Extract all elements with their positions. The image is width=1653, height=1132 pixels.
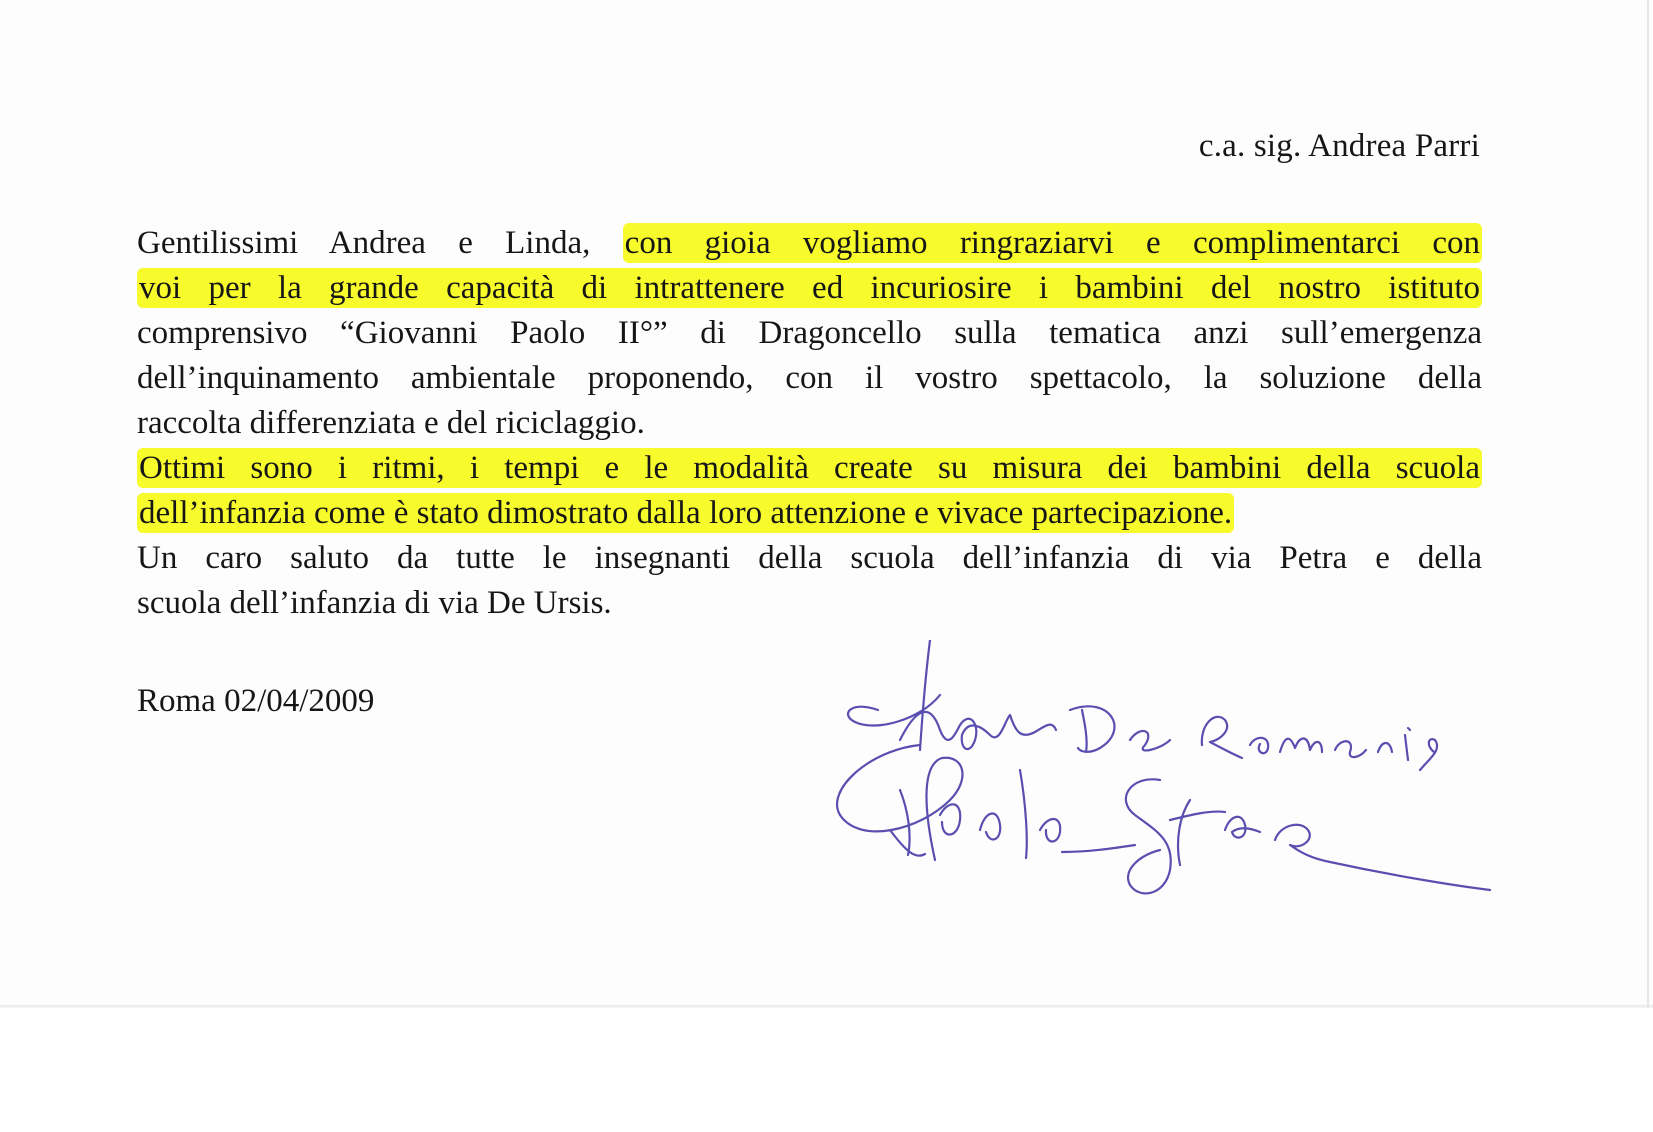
body-line-8: Un caro saluto da tutte le insegnanti della scuola dell’infanzia di via Petra e della xyxy=(137,540,1482,576)
paper-bottom-edge xyxy=(0,1005,1653,1008)
paper-right-edge xyxy=(1647,0,1649,1008)
body-line-6 xyxy=(137,446,1482,491)
highlighted-text: Ottimi sono i ritmi, i tempi e le modalità create su misura dei bambini della scuola xyxy=(139,450,1480,486)
highlighted-text: con gioia vogliamo ringraziarvi e complimentarci con xyxy=(624,225,1480,261)
highlighted-text: voi per la grande capacità di intrattenere ed incuriosire i bambini del nostro istituto xyxy=(139,270,1480,306)
highlighted-text: dell’infanzia come è stato dimostrato dalla loro attenzione e vivace partecipazione. xyxy=(139,495,1233,531)
signature-2-stroke xyxy=(900,770,1135,858)
signature-1-stroke xyxy=(1070,706,1437,770)
body-line-5: raccolta differenziata e del riciclaggio. xyxy=(137,405,645,441)
body-line-3: comprensivo “Giovanni Paolo II°” di Dragoncello sulla tematica anzi sull’emergenza xyxy=(137,315,1482,351)
body-line-4: dell’inquinamento ambientale proponendo, con il vostro spettacolo, la soluzione della xyxy=(137,360,1482,396)
body-line-1 xyxy=(137,221,1482,266)
recipient-line: c.a. sig. Andrea Parri xyxy=(1198,128,1480,164)
body-line-7 xyxy=(137,491,1482,536)
handwritten-signatures xyxy=(830,640,1570,1000)
letter-body xyxy=(137,221,1482,626)
signature-1-stroke xyxy=(848,640,1056,750)
signature-2-stroke xyxy=(1126,779,1490,893)
letter-date: Roma 02/04/2009 xyxy=(137,683,375,719)
body-line-9: scuola dell’infanzia di via De Ursis. xyxy=(137,585,612,621)
signature-2-stroke xyxy=(837,745,962,860)
greeting-text: Gentilissimi Andrea e Linda, xyxy=(137,225,623,261)
body-line-2 xyxy=(137,266,1482,311)
